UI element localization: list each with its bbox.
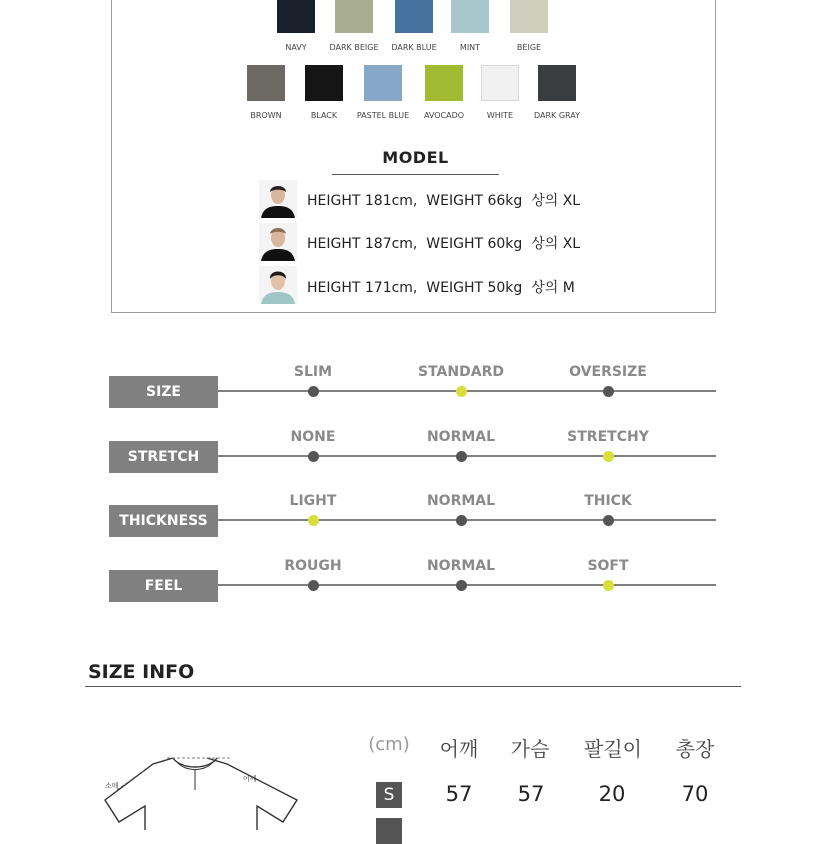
header-shoulder: 어깨 bbox=[439, 737, 479, 761]
model-stats-1: HEIGHT 181cm, WEIGHT 66kg 상의 XL bbox=[307, 193, 581, 209]
swatch-black bbox=[305, 65, 343, 101]
swatch-label-white: WHITE bbox=[486, 111, 514, 120]
unit-label: (cm) bbox=[368, 734, 410, 755]
fit-option-label: LIGHT bbox=[289, 493, 337, 509]
swatch-label-brown: BROWN bbox=[250, 111, 282, 120]
fit-option-label: NORMAL bbox=[426, 493, 496, 509]
header-length: 총장 bbox=[675, 737, 715, 761]
fit-option-label: OVERSIZE bbox=[569, 364, 647, 380]
fit-label-feel: FEEL bbox=[109, 570, 218, 602]
swatch-label-beige: BEIGE bbox=[516, 43, 542, 52]
model-photo bbox=[259, 180, 297, 218]
model-stats-3: HEIGHT 171cm, WEIGHT 50kg 상의 M bbox=[307, 280, 575, 296]
swatch-label-pastel-blue: PASTEL BLUE bbox=[356, 111, 410, 120]
fit-dot bbox=[308, 451, 319, 462]
size-cell: 20 bbox=[598, 782, 626, 806]
fit-option-label: NONE bbox=[290, 429, 336, 445]
swatch-mint bbox=[451, 0, 489, 33]
swatch-navy bbox=[277, 0, 315, 33]
swatch-dark-beige bbox=[335, 0, 373, 33]
fit-option-label: STRETCHY bbox=[567, 429, 649, 445]
model-divider bbox=[332, 174, 499, 175]
swatch-dark-blue bbox=[395, 0, 433, 33]
fit-dot bbox=[603, 386, 614, 397]
fit-option-label: NORMAL bbox=[426, 558, 496, 574]
size-cell: 57 bbox=[517, 782, 545, 806]
fit-scale-line bbox=[218, 519, 716, 521]
fit-dot bbox=[603, 515, 614, 526]
swatch-dark-gray bbox=[538, 65, 576, 101]
swatch-label-black: BLACK bbox=[310, 111, 338, 120]
size-info-title: SIZE INFO bbox=[88, 661, 195, 683]
fit-option-label: SOFT bbox=[587, 558, 629, 574]
fit-dot-selected bbox=[603, 451, 614, 462]
fit-label-size: SIZE bbox=[109, 376, 218, 408]
fit-dot bbox=[308, 580, 319, 591]
swatch-brown bbox=[247, 65, 285, 101]
fit-dot-selected bbox=[308, 515, 319, 526]
model-title: MODEL bbox=[382, 148, 449, 167]
model-stats-2: HEIGHT 187cm, WEIGHT 60kg 상의 XL bbox=[307, 236, 581, 252]
fit-scale-line bbox=[218, 455, 716, 457]
swatch-label-mint: MINT bbox=[459, 43, 481, 52]
fit-dot-selected bbox=[456, 386, 467, 397]
fit-scale-line bbox=[218, 584, 716, 586]
size-cell: 70 bbox=[681, 782, 709, 806]
fit-option-label: ROUGH bbox=[284, 558, 342, 574]
swatch-label-dark-gray: DARK GRAY bbox=[533, 111, 580, 120]
swatch-label-dark-blue: DARK BLUE bbox=[391, 43, 437, 52]
fit-dot-selected bbox=[603, 580, 614, 591]
model-photo bbox=[259, 223, 297, 261]
swatch-label-avocado: AVOCADO bbox=[423, 111, 465, 120]
fit-option-label: NORMAL bbox=[426, 429, 496, 445]
fit-label-thickness: THICKNESS bbox=[109, 505, 218, 537]
model-photo bbox=[259, 266, 297, 304]
swatch-pastel-blue bbox=[364, 65, 402, 101]
fit-label-stretch: STRETCH bbox=[109, 441, 218, 473]
sleeve-label: 소매 bbox=[105, 782, 119, 790]
header-chest: 가슴 bbox=[510, 737, 550, 761]
swatch-beige bbox=[510, 0, 548, 33]
tshirt-diagram bbox=[95, 750, 315, 830]
fit-dot bbox=[456, 451, 467, 462]
fit-dot bbox=[308, 386, 319, 397]
fit-dot bbox=[456, 580, 467, 591]
swatch-avocado bbox=[425, 65, 463, 101]
size-badge-partial bbox=[376, 818, 402, 844]
header-sleeve: 팔길이 bbox=[584, 737, 642, 761]
fit-dot bbox=[456, 515, 467, 526]
fit-option-label: THICK bbox=[584, 493, 632, 509]
size-cell: 57 bbox=[445, 782, 473, 806]
fit-scale-line bbox=[218, 390, 716, 392]
size-badge: S bbox=[376, 782, 402, 808]
fit-option-label: SLIM bbox=[293, 364, 333, 380]
shoulder-label: 어깨 bbox=[243, 775, 257, 783]
swatch-label-navy: NAVY bbox=[285, 43, 307, 52]
size-info-divider bbox=[85, 686, 741, 687]
swatch-label-dark-beige: DARK BEIGE bbox=[329, 43, 379, 52]
swatch-white bbox=[481, 65, 519, 101]
fit-option-label: STANDARD bbox=[418, 364, 504, 380]
